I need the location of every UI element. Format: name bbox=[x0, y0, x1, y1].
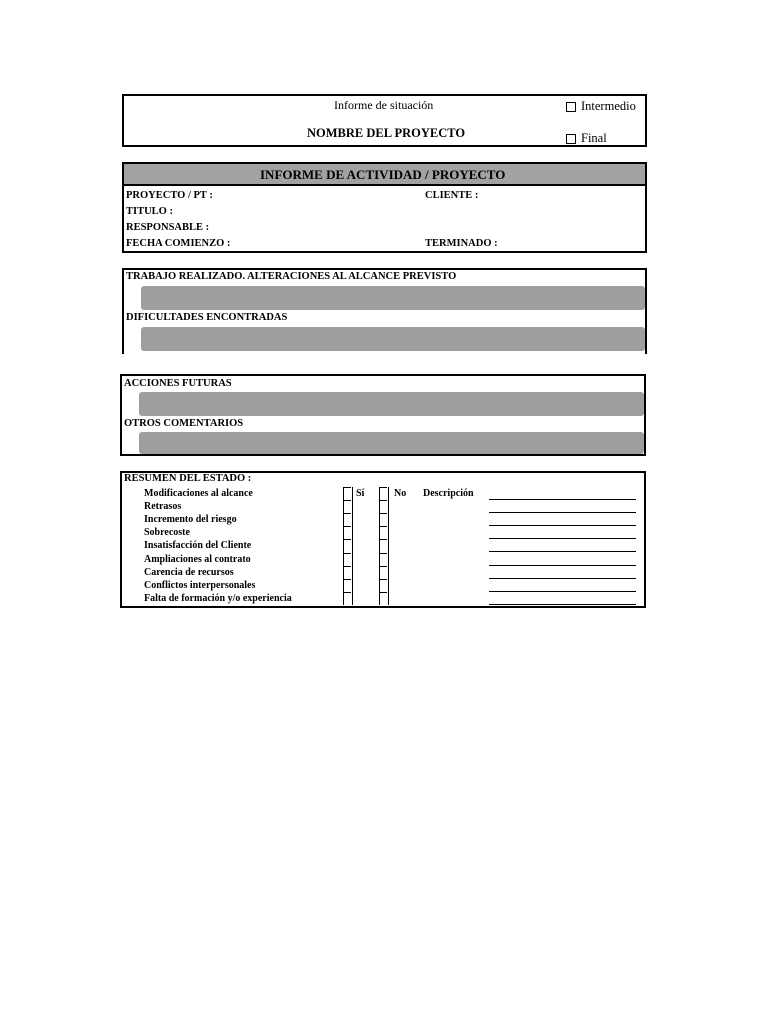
description-line[interactable] bbox=[489, 499, 636, 500]
no-checkbox[interactable] bbox=[379, 500, 387, 501]
si-checkbox[interactable] bbox=[343, 566, 351, 567]
summary-item-label: Modificaciones al alcance bbox=[144, 488, 253, 499]
no-checkbox[interactable] bbox=[379, 579, 387, 580]
responsable-label: RESPONSABLE : bbox=[126, 222, 210, 233]
final-checkbox[interactable] bbox=[566, 134, 576, 144]
no-checkbox-column[interactable] bbox=[379, 487, 389, 605]
summary-item-label: Conflictos interpersonales bbox=[144, 579, 256, 591]
summary-item-label: Sobrecoste bbox=[144, 527, 190, 539]
si-checkbox[interactable] bbox=[343, 487, 351, 488]
no-checkbox[interactable] bbox=[379, 592, 387, 593]
si-checkbox-column[interactable] bbox=[343, 487, 353, 605]
description-line[interactable] bbox=[489, 538, 636, 539]
project-name-title: NOMBRE DEL PROYECTO bbox=[307, 126, 466, 140]
summary-box bbox=[120, 471, 646, 608]
summary-item-label: Retrasos bbox=[144, 501, 182, 513]
future-box bbox=[120, 374, 646, 456]
description-line[interactable] bbox=[489, 565, 636, 566]
intermedio-label: Intermedio bbox=[581, 99, 636, 113]
si-checkbox[interactable] bbox=[343, 513, 351, 514]
description-line[interactable] bbox=[489, 525, 636, 526]
description-line[interactable] bbox=[489, 604, 636, 605]
si-checkbox[interactable] bbox=[343, 579, 351, 580]
titulo-label: TITULO : bbox=[126, 206, 173, 217]
summary-heading: RESUMEN DEL ESTADO : bbox=[124, 473, 252, 484]
no-checkbox[interactable] bbox=[379, 566, 387, 567]
si-checkbox[interactable] bbox=[343, 592, 351, 593]
no-checkbox[interactable] bbox=[379, 513, 387, 514]
activity-heading: INFORME DE ACTIVIDAD / PROYECTO bbox=[260, 167, 506, 182]
summary-item-label: Incremento del riesgo bbox=[144, 514, 237, 526]
no-checkbox[interactable] bbox=[379, 487, 387, 488]
summary-item-label: Falta de formación y/o experiencia bbox=[144, 592, 292, 604]
final-label: Final bbox=[581, 131, 607, 145]
description-line[interactable] bbox=[489, 551, 636, 552]
si-checkbox[interactable] bbox=[343, 539, 351, 540]
no-checkbox[interactable] bbox=[379, 553, 387, 554]
description-line[interactable] bbox=[489, 591, 636, 592]
summary-item-label: Ampliaciones al contrato bbox=[144, 553, 251, 565]
work-box bbox=[122, 268, 647, 354]
fecha-comienzo-label: FECHA COMIENZO : bbox=[126, 238, 231, 249]
proyecto-label: PROYECTO / PT : bbox=[126, 190, 213, 201]
summary-item-label: Insatisfacción del Cliente bbox=[144, 540, 252, 552]
comentarios-label: OTROS COMENTARIOS bbox=[124, 418, 244, 429]
acciones-field[interactable] bbox=[139, 392, 644, 416]
dificultades-label: DIFICULTADES ENCONTRADAS bbox=[126, 312, 288, 323]
description-line[interactable] bbox=[489, 578, 636, 579]
si-checkbox[interactable] bbox=[343, 526, 351, 527]
descripcion-label: Descripción bbox=[423, 488, 474, 499]
trabajo-label: TRABAJO REALIZADO. ALTERACIONES AL ALCANCE PREVISTO bbox=[126, 271, 457, 282]
comentarios-field[interactable] bbox=[139, 432, 644, 454]
terminado-label: TERMINADO : bbox=[425, 238, 498, 249]
no-label: No bbox=[394, 488, 407, 499]
no-checkbox[interactable] bbox=[379, 526, 387, 527]
summary-item-label: Carencia de recursos bbox=[144, 566, 234, 578]
activity-box bbox=[122, 162, 647, 253]
si-label: Sí bbox=[356, 488, 365, 499]
no-checkbox[interactable] bbox=[379, 539, 387, 540]
cliente-label: CLIENTE : bbox=[425, 190, 479, 201]
dificultades-field[interactable] bbox=[141, 327, 645, 351]
intermedio-checkbox[interactable] bbox=[566, 102, 576, 112]
si-checkbox[interactable] bbox=[343, 500, 351, 501]
si-checkbox[interactable] bbox=[343, 553, 351, 554]
trabajo-field[interactable] bbox=[141, 286, 645, 310]
acciones-label: ACCIONES FUTURAS bbox=[124, 378, 232, 389]
description-line[interactable] bbox=[489, 512, 636, 513]
header-box bbox=[122, 94, 647, 147]
report-subtitle: Informe de situación bbox=[334, 98, 434, 112]
